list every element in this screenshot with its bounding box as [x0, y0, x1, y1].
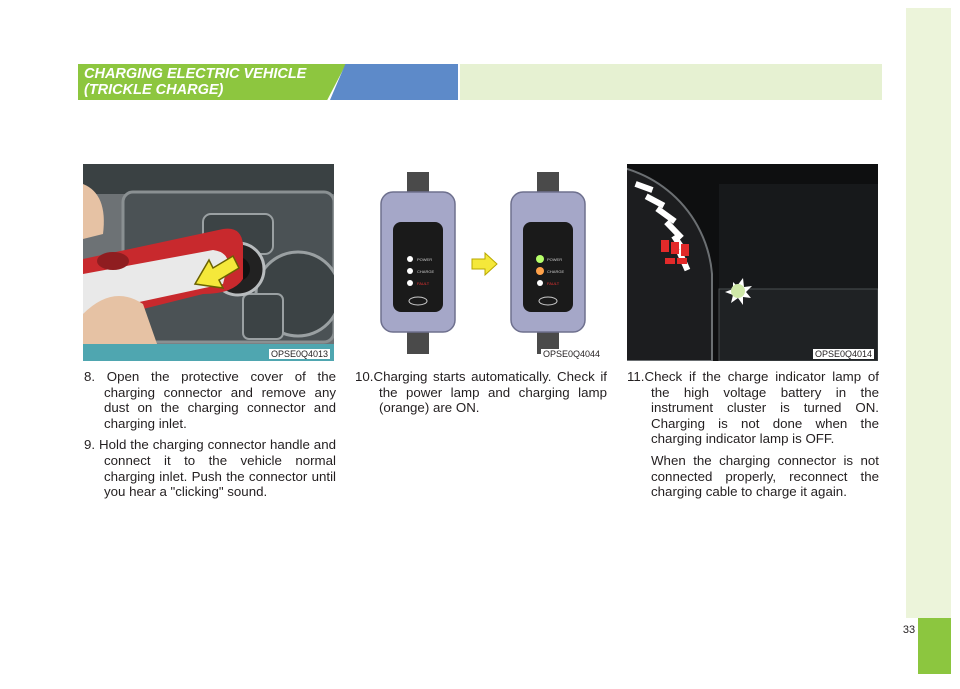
cluster-illustration	[627, 164, 878, 361]
step-8: 8. Open the protective cover of the charging connector and remove any dust on the charging connector and charging inlet.	[84, 369, 336, 431]
header-blue-band	[330, 64, 458, 100]
lamp-label-fault-on: FAULT	[547, 281, 560, 286]
step-11-note: When the charging connector is not connected properly, reconnect the charging cable to charge it again.	[651, 452, 879, 500]
step-9: 9. Hold the charging connector handle and connect it to the vehicle normal charging inlet. Push the connector until you hear a "clicking" sound.	[84, 437, 336, 500]
figure-connector-photo	[83, 164, 334, 361]
lamp-label-power-on: POWER	[547, 257, 563, 262]
figure-code: OPSE0Q4014	[814, 349, 872, 359]
lamp-label-charge: CHARGE	[417, 269, 435, 274]
section-title-line1: CHARGING ELECTRIC VEHICLE	[84, 66, 307, 82]
side-strip	[906, 8, 951, 618]
figure-code: OPSE0Q4044	[542, 349, 600, 359]
section-title	[84, 66, 334, 98]
lamp-label-charge-on: CHARGE	[547, 269, 565, 274]
page-number: 33	[902, 624, 916, 636]
side-tab	[918, 618, 951, 674]
control-box-after	[511, 172, 585, 354]
figure-control-box-photo	[355, 164, 606, 361]
step-10: 10.Charging starts automatically. Check if the power lamp and charging lamp (orange) are ON.	[355, 369, 607, 416]
figure-code: OPSE0Q4013	[270, 349, 328, 359]
header-light-band	[460, 64, 882, 100]
section-title-line2: (TRICKLE CHARGE)	[84, 82, 224, 98]
column-2-text	[355, 369, 607, 422]
section-header	[78, 64, 882, 100]
control-box-before	[381, 172, 455, 354]
lamp-label-power: POWER	[417, 257, 433, 262]
connector-illustration	[83, 164, 334, 361]
column-3-text	[627, 369, 879, 500]
control-box-illustration	[355, 164, 606, 361]
column-1-text	[84, 369, 336, 506]
lamp-label-fault: FAULT	[417, 281, 430, 286]
figure-cluster-photo	[627, 164, 878, 361]
step-11: 11.Check if the charge indicator lamp of the high voltage battery in the instrument cluster is turned ON. Charging is not done when the charging indicator lamp is OFF.	[627, 369, 879, 447]
